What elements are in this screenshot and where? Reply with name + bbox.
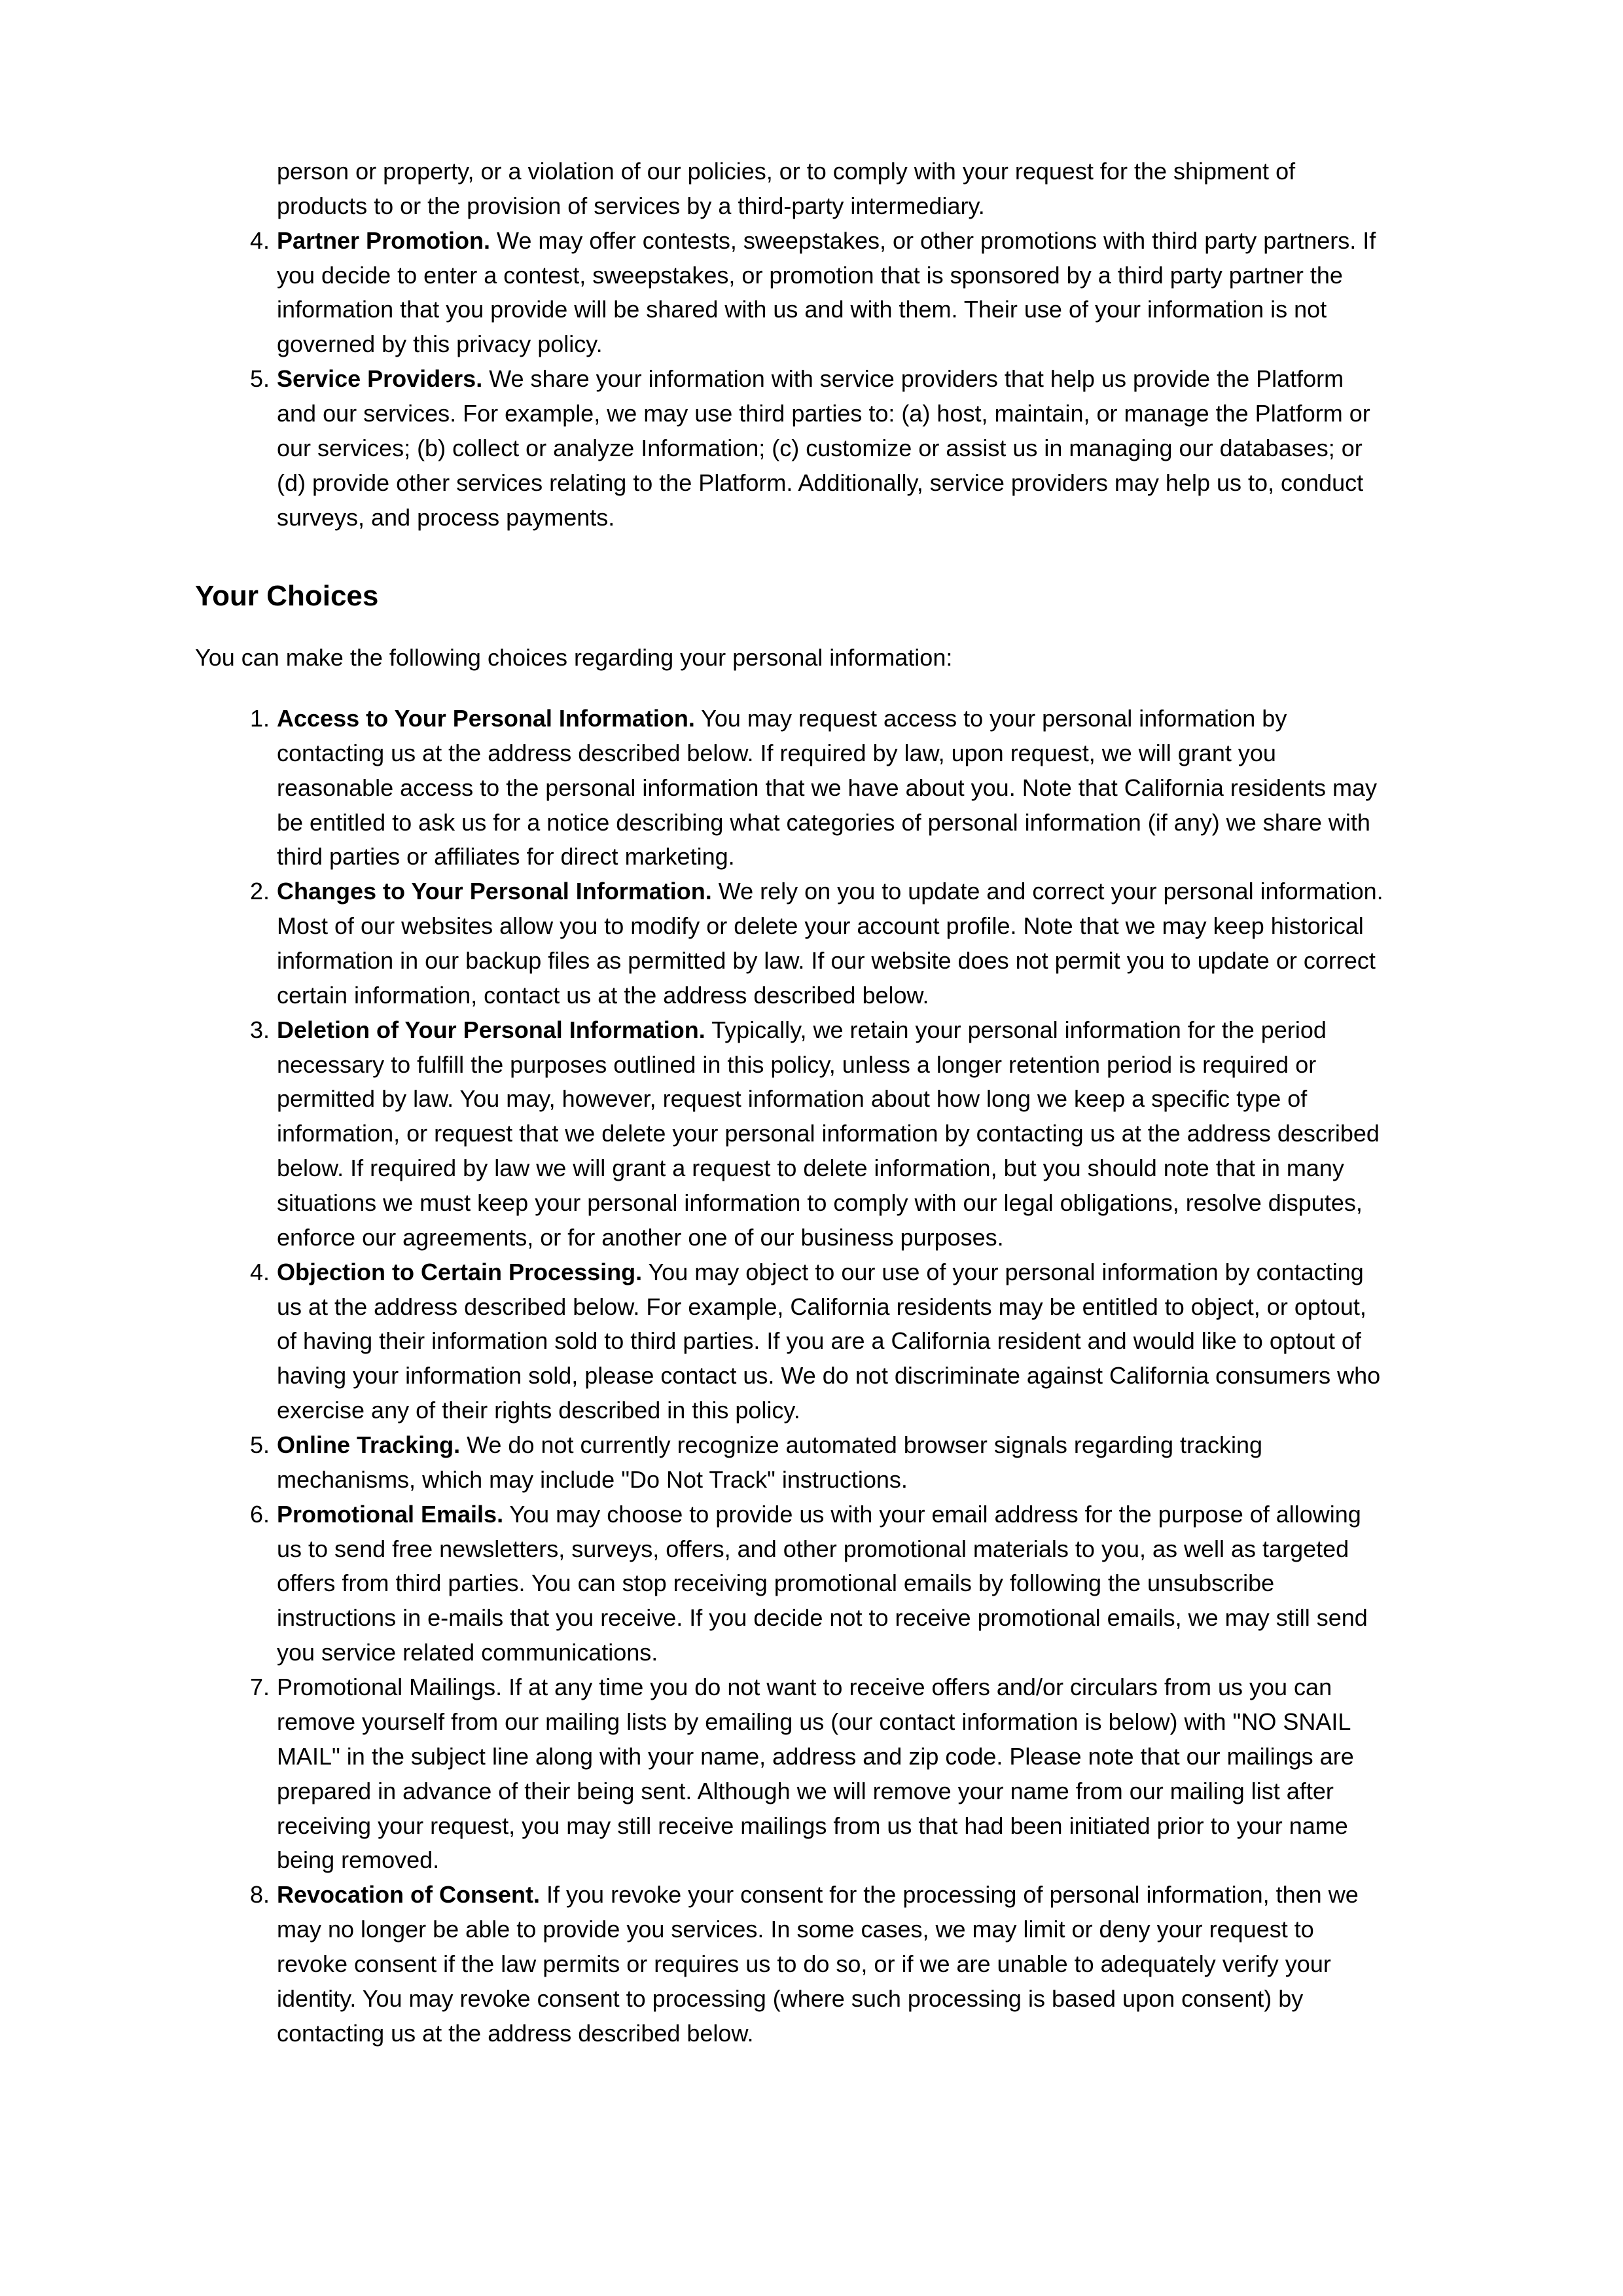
list-item-text: reasonable access to the personal information that we have about you. Note that California residents may — [277, 774, 1377, 801]
text-line — [0, 1774, 1623, 1809]
text-line — [0, 771, 1623, 806]
text-line — [0, 1740, 1623, 1774]
list-item — [0, 1670, 1623, 1878]
list-item-text: We rely on you to update and correct your personal information. — [711, 878, 1383, 905]
list-item-text: being removed. — [277, 1846, 440, 1874]
list-item-text: of having their information sold to third parties. If you are a California resident and would like to optout of — [277, 1327, 1361, 1355]
list-item-text: instructions in e-mails that you receive. If you decide not to receive promotional emails, we may still send — [277, 1604, 1368, 1632]
text-line — [0, 466, 1623, 501]
list-item-text: information that you provide will be shared with us and with them. Their use of your information is not — [277, 296, 1327, 323]
list-item-text: offers from third parties. You can stop receiving promotional emails by following the unsubscribe — [277, 1570, 1275, 1597]
list-number: 5. — [249, 365, 270, 393]
text-line — [0, 1151, 1623, 1186]
text-line — [0, 1878, 1623, 1912]
list-item-text: below. If required by law we will grant a request to delete information, but you should note that in many — [277, 1155, 1344, 1182]
text-line — [0, 397, 1623, 431]
list-item-text: be entitled to ask us for a notice describing what categories of personal information (if any) we share with — [277, 808, 1370, 836]
list-item-text: may no longer be able to provide you services. In some cases, we may limit or deny your request to — [277, 1916, 1314, 1943]
list-item — [0, 154, 1623, 224]
choices-list — [0, 702, 1623, 2051]
list-item-text: third parties or affiliates for direct marketing. — [277, 843, 735, 870]
text-line — [0, 362, 1623, 397]
list-item-lead: Revocation of Consent. — [277, 1881, 541, 1909]
text-line — [0, 1290, 1623, 1325]
list-item — [0, 224, 1623, 362]
list-item-text: revoke consent if the law permits or requires us to do so, or if we are unable to adequately verify your — [277, 1950, 1331, 1977]
list-number: 3. — [249, 1016, 270, 1043]
text-line — [0, 1912, 1623, 1947]
text-line — [0, 1255, 1623, 1290]
list-item-lead: Service Providers. — [277, 365, 483, 393]
list-item-text: and our services. For example, we may use third parties to: (a) host, maintain, or manage the Platform or — [277, 400, 1370, 427]
list-item-text: remove yourself from our mailing lists by emailing us (our contact information is below) with "NO SNAIL — [277, 1708, 1351, 1735]
list-item-text: identity. You may revoke consent to processing (where such processing is based upon consent) by — [277, 1984, 1304, 2012]
list-number: 1. — [249, 705, 270, 732]
list-item-text: surveys, and process payments. — [277, 503, 615, 531]
text-line — [0, 1393, 1623, 1428]
list-item-text: prepared in advance of their being sent. Although we will remove your name from our mailing list after — [277, 1777, 1334, 1804]
continued-list — [0, 154, 1623, 535]
list-item-text: contacting us at the address described below. If required by law, upon request, we will grant you — [277, 739, 1276, 766]
text-line — [0, 874, 1623, 909]
text-line — [0, 431, 1623, 466]
text-line — [0, 840, 1623, 874]
text-line — [0, 1636, 1623, 1670]
text-line — [0, 702, 1623, 736]
text-line — [0, 806, 1623, 840]
list-item-lead: Promotional Emails. — [277, 1500, 504, 1528]
text-line — [0, 327, 1623, 362]
list-item — [0, 362, 1623, 535]
list-item — [0, 1498, 1623, 1670]
list-number: 6. — [249, 1500, 270, 1528]
list-item-text: We may offer contests, sweepstakes, or other promotions with third party partners. If — [490, 226, 1376, 254]
text-line — [0, 1705, 1623, 1740]
text-line — [0, 1117, 1623, 1151]
section-heading: Your Choices — [195, 580, 379, 612]
list-item-text: information in our backup files as permitted by law. If our website does not permit you to update or correct — [277, 947, 1376, 975]
text-line — [0, 1566, 1623, 1601]
text-line — [0, 1532, 1623, 1567]
list-item-lead: Changes to Your Personal Information. — [277, 878, 712, 905]
list-item-text: We share your information with service providers that help us provide the Platform — [482, 365, 1344, 393]
list-number: 4. — [249, 1258, 270, 1285]
list-item-text: situations we must keep your personal information to comply with our legal obligations, resolve disputes, — [277, 1189, 1363, 1217]
text-line — [0, 1809, 1623, 1844]
text-line — [0, 1601, 1623, 1636]
list-item-text: mechanisms, which may include "Do Not Track" instructions. — [277, 1465, 908, 1493]
list-item-lead: Deletion of Your Personal Information. — [277, 1016, 705, 1043]
text-line — [0, 189, 1623, 224]
text-line — [0, 1186, 1623, 1221]
text-line — [0, 1324, 1623, 1359]
text-line — [0, 1048, 1623, 1083]
list-item-text: contacting us at the address described below. — [277, 2019, 754, 2047]
text-line — [0, 1843, 1623, 1878]
list-number: 2. — [249, 878, 270, 905]
text-line — [0, 1428, 1623, 1463]
text-line — [0, 1359, 1623, 1393]
list-item — [0, 1428, 1623, 1498]
text-line — [0, 1947, 1623, 1982]
list-item-text: (d) provide other services relating to the Platform. Additionally, service providers may help us to, conduct — [277, 469, 1364, 496]
list-item — [0, 1255, 1623, 1428]
list-item-text: us to send free newsletters, surveys, offers, and other promotional materials to you, as well as targeted — [277, 1535, 1349, 1562]
list-item — [0, 702, 1623, 874]
text-line — [0, 1982, 1623, 2017]
list-item-text: You may request access to your personal information by — [694, 705, 1287, 732]
list-item-text: receiving your request, you may still receive mailings from us that had been initiated prior to your name — [277, 1812, 1348, 1839]
list-number: 7. — [249, 1674, 270, 1701]
choices-list-items — [0, 702, 1623, 2051]
text-line — [0, 944, 1623, 978]
continued-list-items — [0, 154, 1623, 535]
list-item-text: enforce our agreements, or for another one of our business purposes. — [277, 1223, 1004, 1251]
list-item-text: certain information, contact us at the address described below. — [277, 981, 929, 1009]
list-number: 8. — [249, 1881, 270, 1909]
list-item-text: We do not currently recognize automated browser signals regarding tracking — [460, 1431, 1263, 1459]
list-item-text: person or property, or a violation of our policies, or to comply with your request for the shipment of — [277, 158, 1296, 185]
list-item-lead: Partner Promotion. — [277, 226, 491, 254]
text-line — [0, 2017, 1623, 2051]
list-item-lead: Objection to Certain Processing. — [277, 1258, 643, 1285]
text-line — [0, 1082, 1623, 1117]
text-line — [0, 1498, 1623, 1532]
list-item-text: If you revoke your consent for the processing of personal information, then we — [540, 1881, 1359, 1909]
list-number: 4. — [249, 226, 270, 254]
text-line — [0, 501, 1623, 535]
list-item — [0, 1013, 1623, 1255]
list-item-text: our services; (b) collect or analyze Information; (c) customize or assist us in managing our databases; or — [277, 434, 1363, 461]
list-item-text: governed by this privacy policy. — [277, 331, 603, 358]
list-item-text: products to or the provision of services by a third-party intermediary. — [277, 192, 985, 219]
list-item-text: information, or request that we delete your personal information by contacting us at the address described — [277, 1120, 1380, 1147]
text-line — [0, 224, 1623, 259]
list-item-lead: Online Tracking. — [277, 1431, 461, 1459]
list-item-text: us at the address described below. For example, California residents may be entitled to object, or optout, — [277, 1293, 1366, 1320]
list-item-text: necessary to fulfill the purposes outlined in this policy, unless a longer retention period is required or — [277, 1050, 1317, 1078]
text-line — [0, 154, 1623, 189]
list-item-text: Promotional Mailings. If at any time you do not want to receive offers and/or circulars from us you can — [277, 1674, 1332, 1701]
list-item — [0, 1878, 1623, 2051]
list-item-lead: Access to Your Personal Information. — [277, 705, 695, 732]
text-line — [0, 1013, 1623, 1048]
list-number: 5. — [249, 1431, 270, 1459]
list-item-text: Most of our websites allow you to modify or delete your account profile. Note that we may keep historical — [277, 912, 1364, 940]
list-item-text: permitted by law. You may, however, request information about how long we keep a specific type of — [277, 1085, 1308, 1113]
list-item-text: having your information sold, please contact us. We do not discriminate against California consumers who — [277, 1362, 1381, 1390]
text-line — [0, 293, 1623, 327]
section-intro: You can make the following choices regarding your personal information: — [195, 644, 953, 671]
text-line — [0, 978, 1623, 1013]
list-item-text: MAIL" in the subject line along with your name, address and zip code. Please note that our mailings are — [277, 1742, 1354, 1770]
text-line — [0, 736, 1623, 771]
list-item-text: exercise any of their rights described in this policy. — [277, 1397, 800, 1424]
list-item-text: You may choose to provide us with your email address for the purpose of allowing — [503, 1500, 1361, 1528]
text-line — [0, 1463, 1623, 1498]
list-item — [0, 874, 1623, 1013]
text-line — [0, 1221, 1623, 1255]
list-item-text: You may object to our use of your personal information by contacting — [642, 1258, 1364, 1285]
list-item-text: you service related communications. — [277, 1639, 658, 1666]
list-item-text: you decide to enter a contest, sweepstakes, or promotion that is sponsored by a third party partner the — [277, 261, 1343, 289]
text-line — [0, 259, 1623, 293]
text-line — [0, 1670, 1623, 1705]
list-item-text: Typically, we retain your personal information for the period — [705, 1016, 1327, 1043]
text-line — [0, 909, 1623, 944]
